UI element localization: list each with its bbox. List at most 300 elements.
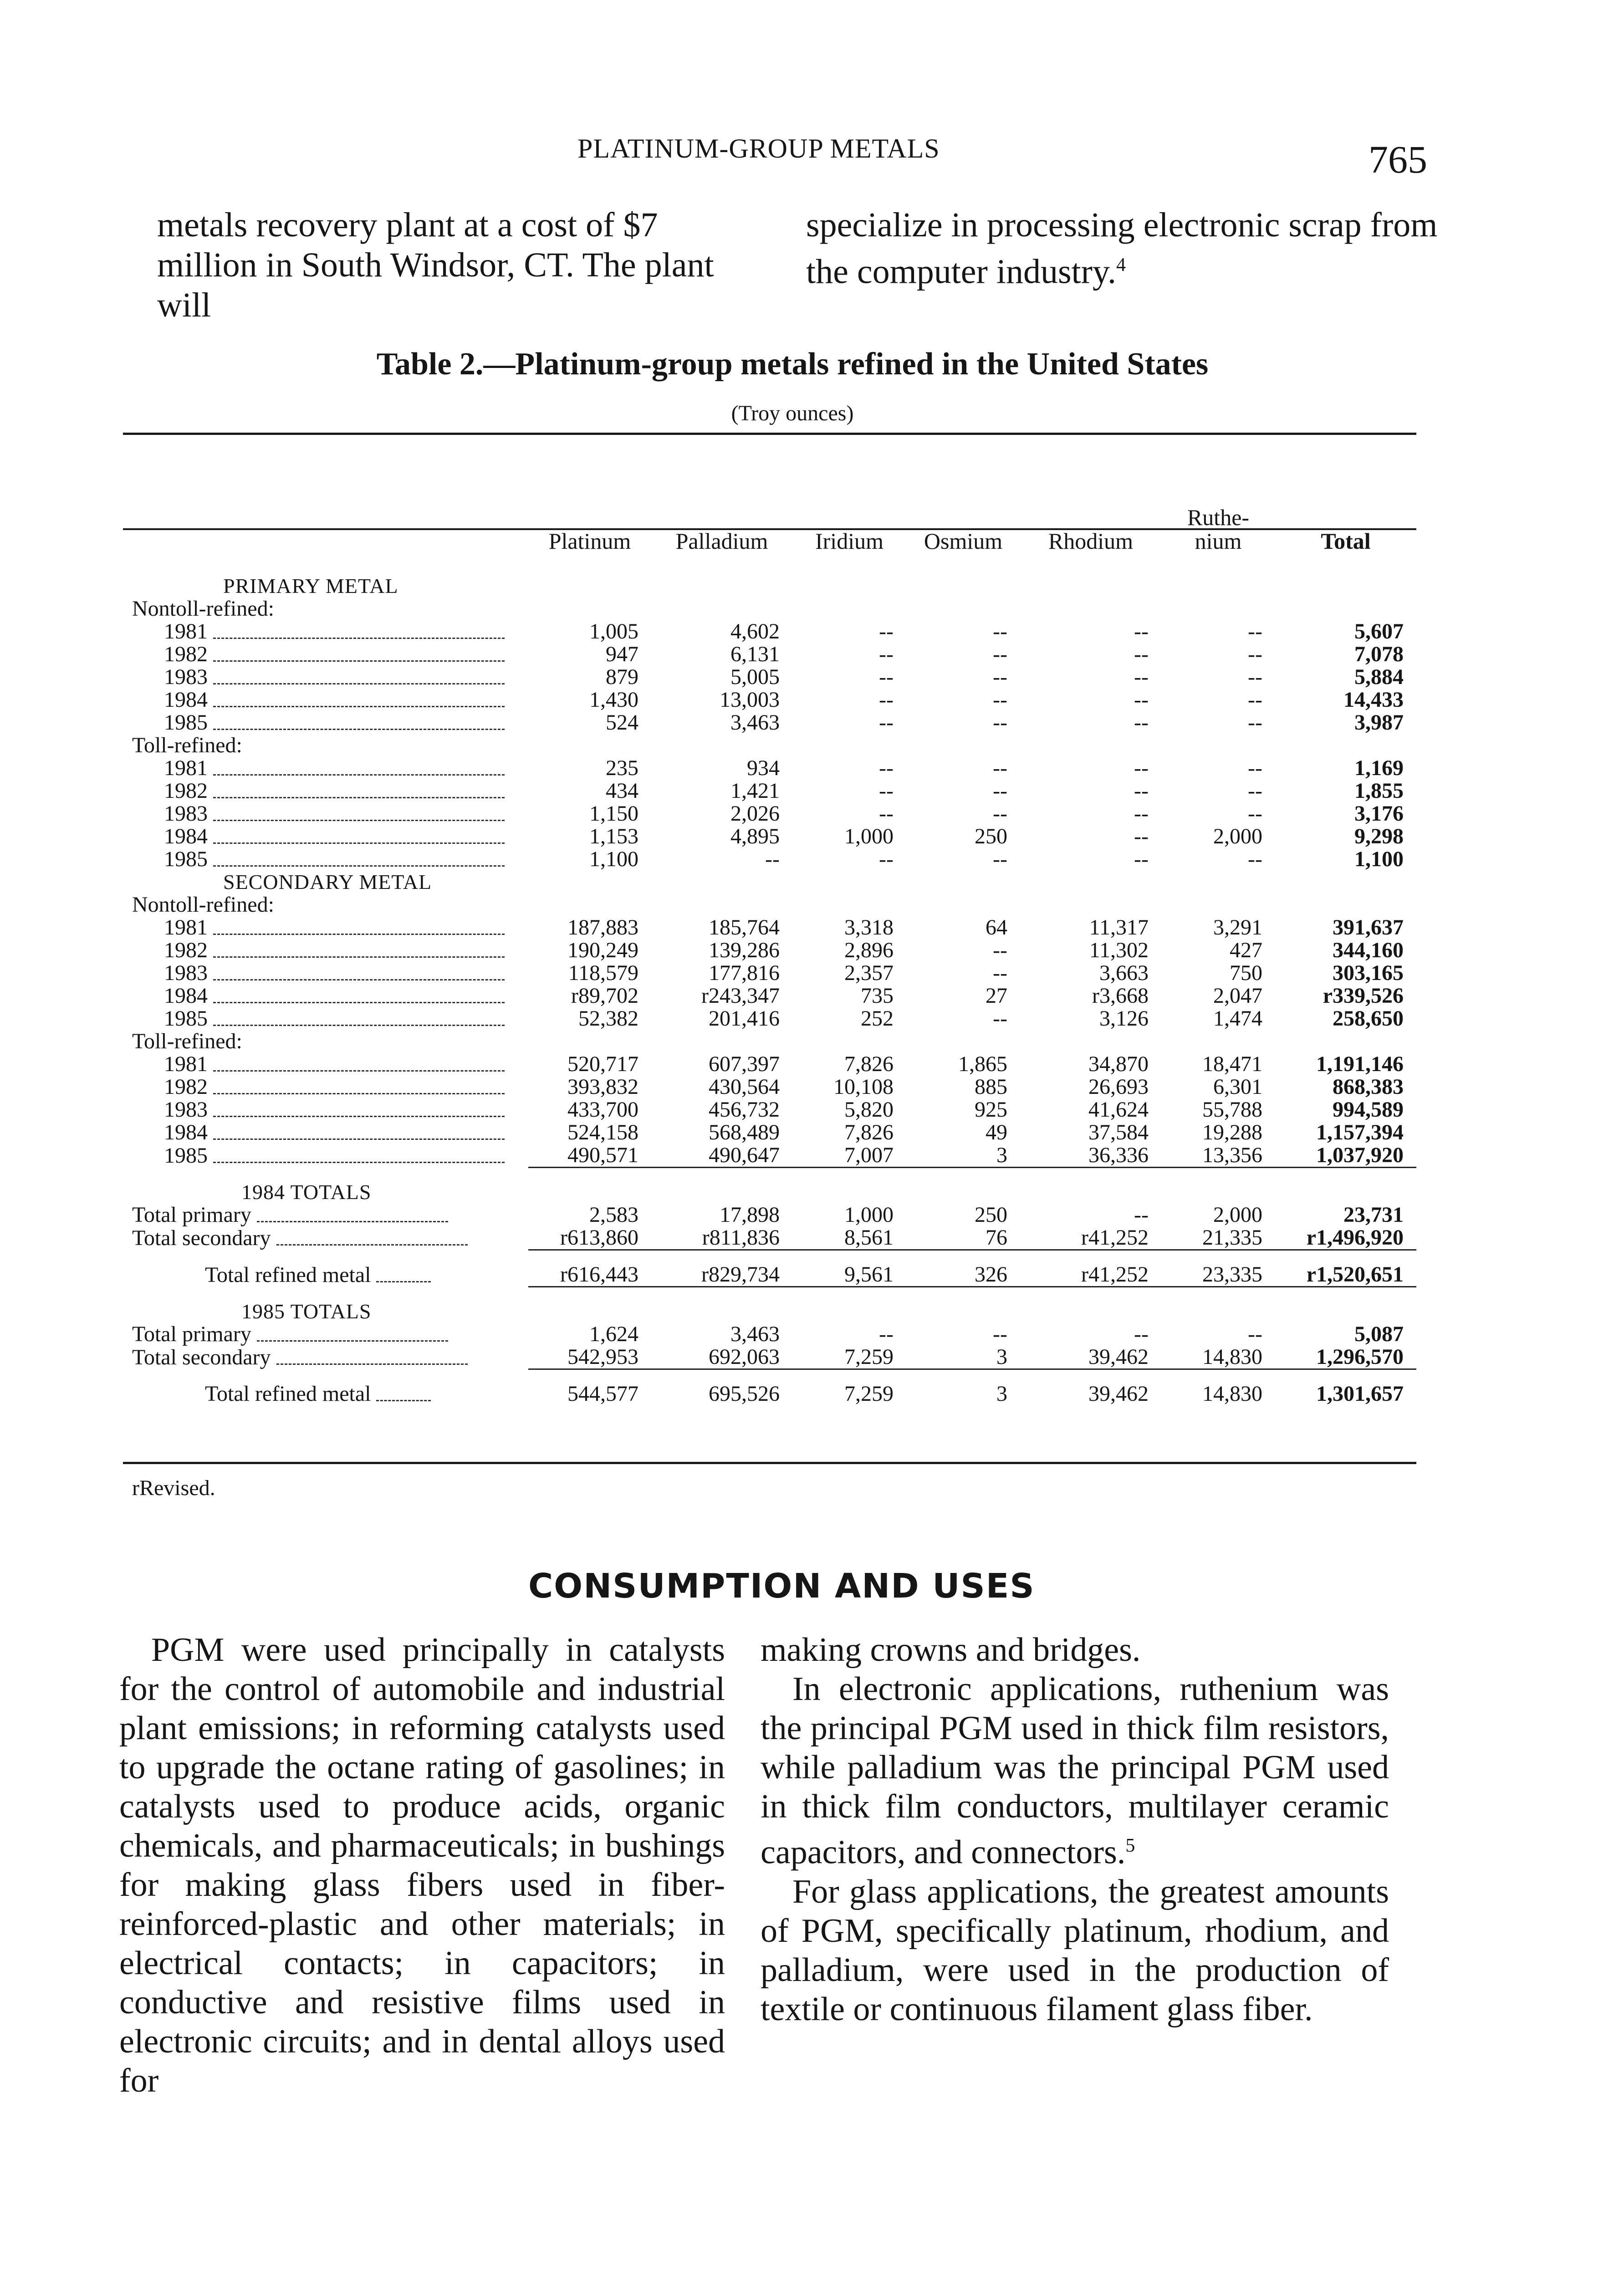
cell-ruthenium: 21,335: [1161, 1226, 1275, 1250]
table-footnote: rRevised.: [132, 1476, 215, 1500]
cell-osmium: --: [993, 1006, 1007, 1031]
cell-ruthenium: 750: [1230, 961, 1262, 985]
table-row: [128, 780, 1416, 802]
cell-rhodium: r41,252: [1020, 1263, 1161, 1287]
cell-iridium: 2,896: [844, 938, 894, 962]
cell-iridium: 10,108: [833, 1075, 894, 1099]
cell-total: 391,637: [1333, 915, 1404, 939]
cell-palladium: 2,026: [730, 802, 780, 826]
cell-osmium: 76: [906, 1226, 1020, 1250]
cell-platinum: r613,860: [528, 1226, 651, 1250]
intro-right-column: [806, 205, 1439, 291]
table-row: [128, 1226, 1416, 1250]
cell-osmium: --: [993, 847, 1007, 871]
section-row: [128, 1300, 1416, 1323]
leader-line: [213, 946, 505, 958]
cell-rhodium: --: [1134, 665, 1149, 689]
leader-line: [213, 855, 505, 867]
subgroup-row: [128, 1030, 1416, 1053]
cell-ruthenium: --: [1248, 802, 1262, 826]
cell-platinum: 1,150: [589, 802, 638, 826]
subgroup-label: Toll-refined:: [132, 733, 242, 757]
cell-osmium: 326: [906, 1263, 1020, 1287]
cell-platinum: 434: [606, 779, 638, 803]
cell-total: 9,298: [1354, 824, 1404, 848]
leader-line: [213, 992, 505, 1003]
table-row: [128, 962, 1416, 985]
cell-iridium: --: [879, 710, 894, 735]
body-paragraph: making crowns and bridges.: [761, 1631, 1141, 1669]
section-row: [128, 575, 1416, 597]
row-label: Total primary: [128, 1323, 528, 1346]
cell-rhodium: 26,693: [1088, 1075, 1149, 1099]
cell-total: 1,157,394: [1316, 1120, 1404, 1144]
cell-rhodium: 3,663: [1099, 961, 1149, 985]
cell-total: 1,855: [1354, 779, 1404, 803]
table-top-rule: [123, 433, 1416, 435]
leader-line: [276, 1353, 468, 1365]
table-row: [128, 848, 1416, 871]
cell-rhodium: 39,462: [1088, 1382, 1149, 1406]
row-label: 1983: [128, 802, 528, 825]
cell-palladium: 5,005: [730, 665, 780, 689]
cell-rhodium: --: [1134, 642, 1149, 666]
cell-osmium: --: [993, 710, 1007, 735]
cell-total: r1,496,920: [1275, 1226, 1416, 1250]
cell-palladium: 4,895: [730, 824, 780, 848]
cell-osmium: 64: [986, 915, 1007, 939]
row-label: 1985: [128, 1007, 528, 1030]
cell-total: 344,160: [1333, 938, 1404, 962]
cell-platinum: 235: [606, 756, 638, 780]
body-left-column: [119, 1630, 725, 2100]
cell-osmium: 3: [906, 1144, 1020, 1168]
cell-total: 3,176: [1354, 802, 1404, 826]
table-body: [128, 562, 1416, 1405]
cell-total: 1,169: [1354, 756, 1404, 780]
col-header-rhodium: Rhodium: [1048, 528, 1134, 554]
table-row: [128, 1076, 1416, 1098]
row-label: 1984: [128, 985, 528, 1007]
table-title: Table 2.—Platinum-group metals refined in the United States: [376, 347, 1209, 382]
cell-rhodium: --: [1134, 688, 1149, 712]
cell-rhodium: 34,870: [1088, 1052, 1149, 1076]
section-label: 1985 TOTALS: [241, 1300, 372, 1323]
cell-palladium: 490,647: [651, 1144, 792, 1168]
cell-osmium: 27: [986, 984, 1007, 1008]
leader-line: [213, 696, 505, 707]
cell-rhodium: --: [1134, 847, 1149, 871]
cell-osmium: --: [993, 756, 1007, 780]
cell-iridium: --: [879, 802, 894, 826]
cell-total: 868,383: [1333, 1075, 1404, 1099]
leader-line: [213, 764, 505, 776]
cell-palladium: 607,397: [709, 1052, 780, 1076]
cell-iridium: 9,561: [792, 1263, 906, 1287]
row-label: 1981: [128, 620, 528, 643]
cell-palladium: r811,836: [651, 1226, 792, 1250]
section-heading: CONSUMPTION AND USES: [528, 1567, 1035, 1606]
section-row: [128, 1181, 1416, 1204]
cell-platinum: 433,700: [567, 1098, 638, 1122]
cell-rhodium: --: [1134, 802, 1149, 826]
cell-platinum: 1,624: [589, 1322, 638, 1346]
cell-iridium: --: [879, 642, 894, 666]
cell-total: 7,078: [1354, 642, 1404, 666]
row-label: 1982: [128, 643, 528, 666]
row-label: 1982: [128, 1076, 528, 1098]
cell-platinum: 879: [606, 665, 638, 689]
cell-platinum: 1,005: [589, 619, 638, 643]
cell-ruthenium: --: [1248, 756, 1262, 780]
col-header-osmium: Osmium: [924, 528, 1003, 554]
cell-ruthenium: --: [1248, 779, 1262, 803]
page-number: 765: [1369, 138, 1427, 181]
footnote-ref-4: 4: [1116, 255, 1126, 276]
leader-line: [213, 1015, 505, 1026]
row-label: 1984: [128, 825, 528, 848]
cell-total: 23,731: [1343, 1203, 1404, 1227]
cell-ruthenium: 6,301: [1213, 1075, 1262, 1099]
cell-iridium: --: [879, 756, 894, 780]
intro-left-text: metals recovery plant at a cost of $7 million in South Windsor, CT. The plant will: [157, 206, 714, 324]
section-row: [128, 871, 1416, 893]
intro-right-text: specialize in processing electronic scrap from the computer industry.: [806, 206, 1438, 291]
cell-iridium: 1,000: [844, 824, 894, 848]
leader-line: [213, 787, 505, 798]
cell-platinum: 118,579: [568, 961, 638, 985]
row-label: Total refined metal: [128, 1263, 528, 1287]
cell-palladium: 3,463: [730, 1322, 780, 1346]
cell-total: 5,607: [1354, 619, 1404, 643]
cell-iridium: 7,259: [844, 1382, 894, 1406]
cell-ruthenium: 14,830: [1202, 1382, 1262, 1406]
cell-osmium: 3: [996, 1382, 1007, 1406]
leader-line: [213, 1083, 505, 1094]
row-label: Total refined metal: [128, 1383, 528, 1405]
table-row: [128, 711, 1416, 734]
table-row: [128, 802, 1416, 825]
cell-total: 3,987: [1354, 710, 1404, 735]
cell-ruthenium: --: [1248, 642, 1262, 666]
row-label: 1982: [128, 780, 528, 802]
cell-osmium: --: [993, 619, 1007, 643]
cell-platinum: 52,382: [578, 1006, 638, 1031]
row-label: 1982: [128, 939, 528, 962]
cell-palladium: --: [765, 847, 780, 871]
cell-iridium: 7,826: [844, 1120, 894, 1144]
cell-ruthenium: --: [1248, 710, 1262, 735]
cell-osmium: 250: [975, 824, 1007, 848]
cell-iridium: --: [879, 619, 894, 643]
row-label: 1984: [128, 1121, 528, 1144]
table-bottom-rule: [123, 1462, 1416, 1464]
row-label: 1981: [128, 757, 528, 780]
cell-platinum: 524,158: [567, 1120, 638, 1144]
table-row: [128, 1383, 1416, 1405]
cell-iridium: 7,259: [792, 1346, 906, 1369]
leader-line: [213, 719, 505, 730]
table-row: [128, 1053, 1416, 1076]
row-label: Total secondary: [128, 1226, 528, 1250]
body-paragraph: For glass applications, the greatest amounts of PGM, specifically platinum, rhodium, and palladium, were used in the production of textile or continuous filament glass fiber.: [761, 1873, 1389, 2028]
cell-iridium: --: [879, 779, 894, 803]
table-row: [128, 1144, 1416, 1168]
cell-total: 258,650: [1333, 1006, 1404, 1031]
cell-osmium: 3: [906, 1346, 1020, 1369]
cell-osmium: 925: [975, 1098, 1007, 1122]
col-header-total: Total: [1321, 528, 1371, 554]
table-row: [128, 1204, 1416, 1226]
col-header-iridium: Iridium: [815, 528, 883, 554]
cell-ruthenium: 19,288: [1202, 1120, 1262, 1144]
cell-platinum: 542,953: [528, 1346, 651, 1369]
cell-ruthenium: 23,335: [1161, 1263, 1275, 1287]
table-header-row: [128, 505, 1416, 562]
cell-palladium: 456,732: [709, 1098, 780, 1122]
leader-line: [213, 1152, 505, 1163]
row-label: Total primary: [128, 1204, 528, 1226]
table-row: [128, 1323, 1416, 1346]
cell-iridium: --: [879, 847, 894, 871]
cell-osmium: --: [993, 938, 1007, 962]
leader-line: [213, 1128, 505, 1140]
cell-palladium: 934: [747, 756, 780, 780]
cell-ruthenium: 55,788: [1202, 1098, 1262, 1122]
table-row: [128, 939, 1416, 962]
row-label: 1985: [128, 1144, 528, 1168]
footnote-ref-5: 5: [1125, 1835, 1135, 1856]
cell-osmium: --: [993, 961, 1007, 985]
section-label: SECONDARY METAL: [223, 870, 432, 893]
leader-line: [213, 832, 505, 844]
cell-platinum: 947: [606, 642, 638, 666]
cell-total: 1,296,570: [1275, 1346, 1416, 1369]
cell-palladium: r829,734: [651, 1263, 792, 1287]
cell-platinum: 393,832: [567, 1075, 638, 1099]
subgroup-row: [128, 734, 1416, 757]
cell-platinum: 544,577: [567, 1382, 638, 1406]
row-label: Total secondary: [128, 1346, 528, 1369]
cell-palladium: 568,489: [709, 1120, 780, 1144]
running-header-title: PLATINUM-GROUP METALS: [577, 133, 940, 163]
cell-iridium: 8,561: [792, 1226, 906, 1250]
table-row: [128, 985, 1416, 1007]
cell-palladium: 185,764: [709, 915, 780, 939]
cell-rhodium: r3,668: [1092, 984, 1149, 1008]
leader-line: [276, 1234, 468, 1246]
row-label: 1981: [128, 916, 528, 939]
cell-total: 303,165: [1333, 961, 1404, 985]
cell-total: 5,087: [1354, 1322, 1404, 1346]
subgroup-label: Nontoll-refined:: [132, 597, 274, 621]
cell-rhodium: --: [1134, 756, 1149, 780]
table-row: [128, 643, 1416, 666]
cell-total: 5,884: [1354, 665, 1404, 689]
body-right-column: [761, 1630, 1389, 2029]
cell-iridium: 252: [861, 1006, 894, 1031]
cell-rhodium: --: [1134, 1203, 1149, 1227]
leader-line: [213, 1106, 505, 1117]
cell-platinum: r89,702: [571, 984, 638, 1008]
table-row: [128, 825, 1416, 848]
cell-total: 1,191,146: [1316, 1052, 1404, 1076]
cell-palladium: 695,526: [709, 1382, 780, 1406]
table-row: [128, 666, 1416, 689]
cell-palladium: 3,463: [730, 710, 780, 735]
row-label: 1983: [128, 666, 528, 689]
table-row: [128, 916, 1416, 939]
cell-platinum: 520,717: [567, 1052, 638, 1076]
cell-ruthenium: 2,000: [1213, 1203, 1262, 1227]
cell-osmium: --: [993, 1322, 1007, 1346]
cell-ruthenium: 13,356: [1161, 1144, 1275, 1168]
table-row: [128, 1346, 1416, 1369]
col-header-platinum: Platinum: [548, 528, 631, 554]
cell-total: 14,433: [1343, 688, 1404, 712]
cell-palladium: 430,564: [709, 1075, 780, 1099]
leader-line: [376, 1271, 431, 1282]
cell-iridium: 1,000: [844, 1203, 894, 1227]
row-label: 1985: [128, 711, 528, 734]
body-paragraph: PGM were used principally in catalysts for the control of automobile and industrial plant emissions; in reforming catalysts used to upgrade the octane rating of gasolines; in catalysts used to produce acids, organic chemicals, and pharmaceuticals; in bushings for making glass fibers used in fiber-reinforced-plastic and other materials; in electrical contacts; in capacitors; in conductive and resistive films used in electronic circuits; and in dental alloys used for: [119, 1631, 725, 2099]
cell-osmium: --: [993, 665, 1007, 689]
leader-line: [257, 1330, 448, 1342]
cell-platinum: 1,153: [589, 824, 638, 848]
table-row: [128, 620, 1416, 643]
cell-platinum: r616,443: [528, 1263, 651, 1287]
subgroup-row: [128, 597, 1416, 620]
cell-palladium: 201,416: [709, 1006, 780, 1031]
pgm-refined-table: [128, 505, 1416, 1405]
cell-total: 1,037,920: [1275, 1144, 1416, 1168]
cell-platinum: 190,249: [567, 938, 638, 962]
subgroup-label: Toll-refined:: [132, 1029, 242, 1053]
leader-line: [213, 673, 505, 684]
cell-ruthenium: 2,000: [1213, 824, 1262, 848]
section-label: PRIMARY METAL: [223, 574, 398, 597]
leader-line: [213, 650, 505, 662]
table-row: [128, 1263, 1416, 1287]
cell-platinum: 2,583: [589, 1203, 638, 1227]
cell-total: 1,100: [1354, 847, 1404, 871]
row-label: 1981: [128, 1053, 528, 1076]
cell-osmium: 1,865: [958, 1052, 1007, 1076]
leader-line: [257, 1211, 448, 1222]
cell-rhodium: 3,126: [1099, 1006, 1149, 1031]
row-label: 1984: [128, 689, 528, 711]
cell-palladium: 6,131: [730, 642, 780, 666]
cell-platinum: 1,100: [589, 847, 638, 871]
cell-iridium: 7,007: [792, 1144, 906, 1168]
table-row: [128, 757, 1416, 780]
cell-iridium: --: [879, 665, 894, 689]
cell-osmium: 885: [975, 1075, 1007, 1099]
cell-osmium: 49: [986, 1120, 1007, 1144]
cell-rhodium: 39,462: [1020, 1346, 1161, 1369]
cell-osmium: --: [993, 688, 1007, 712]
table-row: [128, 1098, 1416, 1121]
cell-ruthenium: --: [1248, 665, 1262, 689]
leader-line: [213, 924, 505, 935]
cell-ruthenium: 2,047: [1213, 984, 1262, 1008]
cell-ruthenium: --: [1248, 847, 1262, 871]
cell-rhodium: --: [1134, 1322, 1149, 1346]
cell-total: r1,520,651: [1275, 1263, 1416, 1287]
cell-ruthenium: 14,830: [1161, 1346, 1275, 1369]
cell-palladium: r243,347: [701, 984, 780, 1008]
cell-rhodium: 11,317: [1089, 915, 1149, 939]
cell-osmium: --: [993, 779, 1007, 803]
table-unit: (Troy ounces): [731, 401, 854, 425]
cell-osmium: --: [993, 642, 1007, 666]
leader-line: [213, 969, 505, 980]
cell-ruthenium: 1,474: [1213, 1006, 1262, 1031]
cell-palladium: 692,063: [651, 1346, 792, 1369]
leader-line: [376, 1390, 431, 1401]
section-label: 1984 TOTALS: [241, 1180, 372, 1204]
cell-rhodium: --: [1134, 619, 1149, 643]
cell-rhodium: 37,584: [1088, 1120, 1149, 1144]
cell-platinum: 1,430: [589, 688, 638, 712]
cell-osmium: 250: [975, 1203, 1007, 1227]
row-label: 1983: [128, 1098, 528, 1121]
cell-palladium: 1,421: [730, 779, 780, 803]
leader-line: [213, 810, 505, 821]
cell-platinum: 187,883: [567, 915, 638, 939]
cell-rhodium: --: [1134, 824, 1149, 848]
body-paragraph: In electronic applications, ruthenium was the principal PGM used in thick film resistors, while palladium was the principal PGM used in thick film conductors, multilayer ceramic capacitors, and connectors.$^5$: [761, 1670, 1389, 1871]
cell-ruthenium: --: [1248, 1322, 1262, 1346]
cell-palladium: 4,602: [730, 619, 780, 643]
cell-iridium: 2,357: [844, 961, 894, 985]
cell-rhodium: --: [1134, 779, 1149, 803]
cell-iridium: --: [879, 688, 894, 712]
subgroup-row: [128, 893, 1416, 916]
subgroup-label: Nontoll-refined:: [132, 893, 274, 917]
intro-left-column: [157, 205, 763, 325]
table-row: [128, 1007, 1416, 1030]
cell-rhodium: --: [1134, 710, 1149, 735]
cell-iridium: 5,820: [844, 1098, 894, 1122]
cell-rhodium: r41,252: [1020, 1226, 1161, 1250]
cell-total: 994,589: [1333, 1098, 1404, 1122]
col-header-ruthenium: Ruthe- nium: [1187, 505, 1250, 554]
cell-palladium: 17,898: [720, 1203, 780, 1227]
table-row: [128, 1121, 1416, 1144]
leader-line: [213, 628, 505, 639]
cell-rhodium: 36,336: [1020, 1144, 1161, 1168]
table-row: [128, 689, 1416, 711]
cell-ruthenium: --: [1248, 688, 1262, 712]
col-header-palladium: Palladium: [675, 528, 768, 554]
cell-total: r339,526: [1323, 984, 1404, 1008]
cell-ruthenium: 3,291: [1213, 915, 1262, 939]
cell-rhodium: 41,624: [1088, 1098, 1149, 1122]
cell-palladium: 139,286: [709, 938, 780, 962]
cell-iridium: --: [879, 1322, 894, 1346]
cell-rhodium: 11,302: [1089, 938, 1149, 962]
cell-ruthenium: 427: [1230, 938, 1262, 962]
cell-ruthenium: 18,471: [1202, 1052, 1262, 1076]
cell-platinum: 490,571: [528, 1144, 651, 1168]
cell-iridium: 7,826: [844, 1052, 894, 1076]
cell-iridium: 735: [861, 984, 894, 1008]
cell-palladium: 13,003: [720, 688, 780, 712]
row-label: 1983: [128, 962, 528, 985]
cell-platinum: 524: [606, 710, 638, 735]
cell-osmium: --: [993, 802, 1007, 826]
